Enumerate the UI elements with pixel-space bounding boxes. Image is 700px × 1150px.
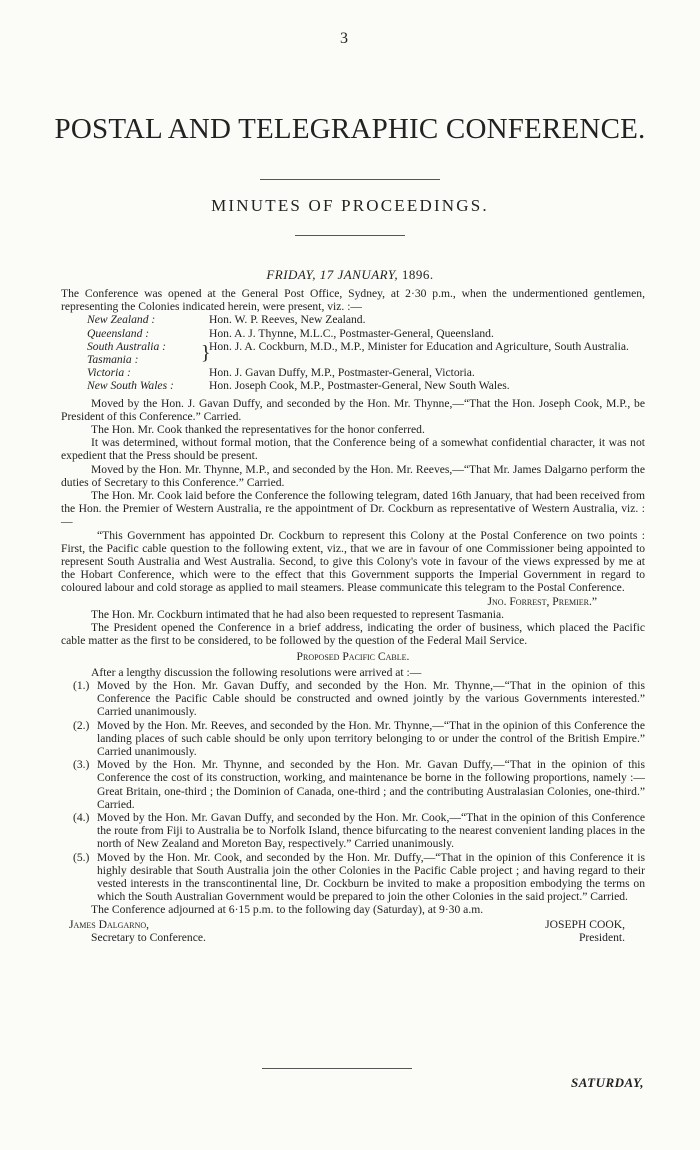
resolution [73,719,645,759]
president-role: President. [578,930,625,944]
resolution-text: Moved by the Hon. Mr. Gavan Duffy, and seconded by the Hon. Mr. Thynne,—“That in the opinion of this Conference the Pacific Cable should be constructed and owned jointly by the various Governments interested.” Carried unanimously. [97,678,645,719]
paragraph: The President opened the Conference in a brief address, indicating the order of business, which placed the Pacific cable matter as the first to be considered, to be followed by the question of the Federal Mail Service. [61,621,645,648]
secretary-role: Secretary to Conference. [91,930,206,944]
attendee-state: Tasmania : [87,353,139,367]
page-subtitle: MINUTES OF PROCEEDINGS. [211,196,489,215]
resolution-number: (5.) [73,850,90,864]
page-number: 3 [340,30,348,47]
intro-paragraph: The Conference was opened at the General Post Office, Sydney, at 2·30 p.m., when the undermentioned gentlemen, representing the Colonies indicated herein, were present, viz. :— [61,287,645,314]
resolution [73,811,645,851]
paragraph: Moved by the Hon. Mr. Thynne, M.P., and seconded by the Hon. Mr. Reeves,—“That Mr. James Dalgarno perform the duties of Secretary to this Conference.” Carried. [61,462,645,489]
attendee-states [87,340,201,366]
resolution-text: Moved by the Hon. Mr. Reeves, and seconded by the Hon. Mr. Thynne,—“That in the opinion of this Conference the landing places of such cable should be only upon territory belonging to or under the control of the British Empire.” Carried unanimously. [97,718,645,758]
title-divider [260,179,440,180]
resolution [73,758,645,811]
minutes-body [61,287,645,944]
president-signature [545,918,625,944]
attendee-row [87,366,645,379]
attendee-name: Hon. W. P. Reeves, New Zealand. [209,313,366,327]
subtitle-divider [295,235,405,236]
attendee-row [87,379,645,392]
resolution-number: (2.) [73,718,90,732]
resolution [73,679,645,719]
attendee-row-braced [87,340,645,366]
resolution-text: Moved by the Hon. Mr. Gavan Duffy, and seconded by the Hon. Mr. Cook,—“That in the opinion of this Conference the route from Fiji to Australia be to Norfolk Island, thence bifurcating to the nearest convenient landing places in the north of New Zealand and Moreton Bay, respectively.” Carried unanimously. [97,810,645,851]
attendee-state: Victoria : [87,366,131,380]
page-title: POSTAL AND TELEGRAPHIC CONFERENCE. [54,113,646,145]
resolution-text: Moved by the Hon. Mr. Cook, and seconded by the Hon. Mr. Duffy,—“That in the opinion of this Conference it is highly desirable that South Australia join the other Colonies in the Pacific Cable project ; and having regard to their vested interests in the transcontinental line, Dr. Cockburn be invited to make a proposition embodying the terms on which the South Australian Government would be prepared to join the other Colonies in the said project.” Carried. [97,850,645,904]
paragraph: It was determined, without formal motion, that the Conference being of a somewhat confidential character, it was not expedient that the Press should be present. [61,436,645,463]
telegram-signature: Jno. Forrest, Premier.” [487,594,597,608]
meeting-date [0,267,700,283]
resolution-number: (1.) [73,678,90,692]
brace-mark: } [201,341,211,364]
resolution-text: Moved by the Hon. Mr. Thynne, and seconded by the Hon. Mr. Gavan Duffy,—“That in the opinion of this Conference the cost of its construction, working, and maintenance be borne in the following proportions, namely :—Great Britain, one-third ; the Dominion of Canada, one-third ; and the contributing Australasian Colonies, one-third.” Carried. [97,758,645,811]
secretary-name: James Dalgarno, [69,917,150,931]
date-year: 1896. [401,267,434,282]
resolution-number: (4.) [73,810,90,824]
president-name: JOSEPH COOK, [545,917,625,931]
attendee-state: New Zealand : [87,313,156,327]
paragraph: The Hon. Mr. Cockburn intimated that he had also been requested to represent Tasmania. [91,607,505,621]
secretary-signature [69,918,206,944]
attendee-name: Hon. Joseph Cook, M.P., Postmaster-General, New South Wales. [209,379,510,393]
next-section-catchword: SATURDAY, [570,1075,644,1090]
attendee-state: Queensland : [87,326,150,340]
attendee-name: Hon. A. J. Thynne, M.L.C., Postmaster-General, Queensland. [209,326,494,340]
attendee-name: Hon. J. Gavan Duffy, M.P., Postmaster-General, Victoria. [209,366,475,380]
attendee-state: New South Wales : [87,379,174,393]
footer-divider [262,1068,412,1069]
paragraph: The Hon. Mr. Cook laid before the Conference the following telegram, dated 16th January, that had been received from the Hon. the Premier of Western Australia, re the appointment of Dr. Cockburn as representative of Western Australia, viz. :— [61,489,645,529]
telegram-text: “This Government has appointed Dr. Cockburn to represent this Colony at the Postal Conference on two points : First, the Pacific cable question to the following extent, viz., that we are in favour of one Commissioner being appointed to represent South Australia and West Australia. Second, to give this Colony's vote in favour of the views expressed by me at the Hobart Conference, which were to the effect that this Government supports the Imperial Government in regard to coloured labour and cold storage as applied to mail steamers. Please communicate this telegram to the Postal Conference. [61,528,645,595]
attendee-state: South Australia : [87,339,167,353]
adjournment: The Conference adjourned at 6·15 p.m. to the following day (Saturday), at 9·30 a.m. [91,903,484,917]
section-heading: Proposed Pacific Cable. [296,650,410,664]
resolutions-intro: After a lengthy discussion the following resolutions were arrived at :— [91,665,422,679]
paragraph: Moved by the Hon. J. Gavan Duffy, and seconded by the Hon. Mr. Thynne,—“That the Hon. Joseph Cook, M.P., be President of this Conference.” Carried. [61,396,645,423]
attendee-row [87,327,645,340]
resolution [73,851,645,904]
date-day: FRIDAY, 17 JANUARY, [266,267,399,282]
signature-block [61,918,645,944]
resolution-number: (3.) [73,758,90,772]
attendee-name: Hon. J. A. Cockburn, M.D., M.P., Minister for Education and Agriculture, South Australia. [209,339,629,353]
paragraph: The Hon. Mr. Cook thanked the representatives for the honor conferred. [91,423,425,437]
attendee-row [87,313,645,326]
